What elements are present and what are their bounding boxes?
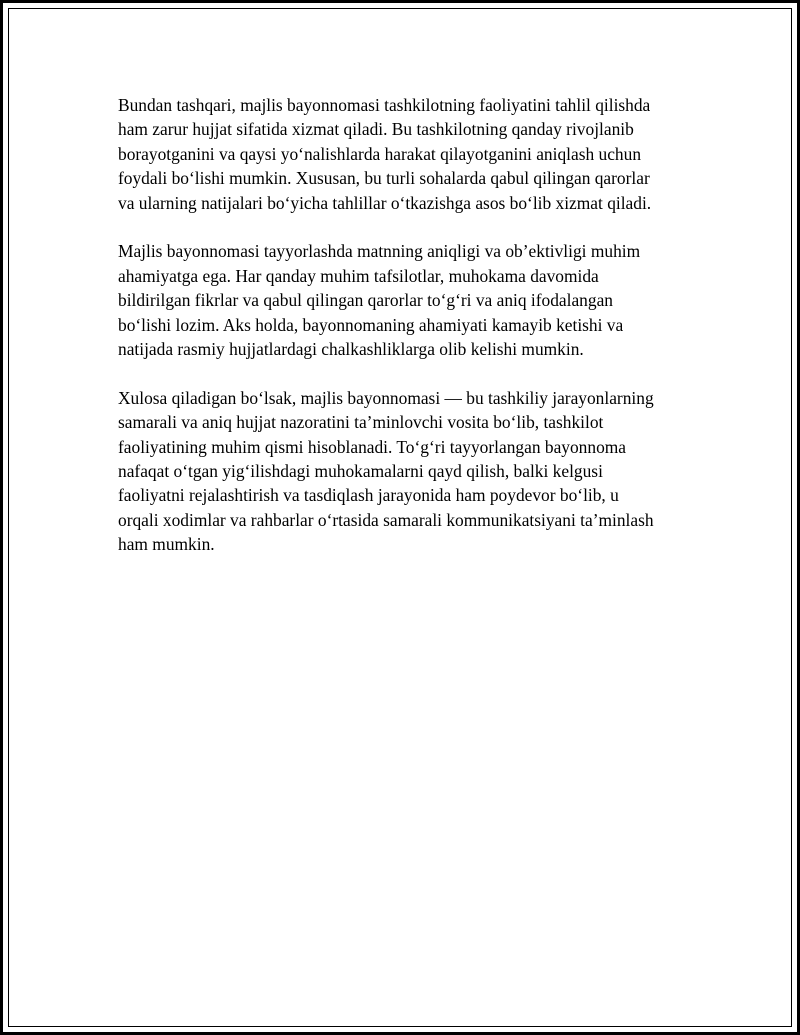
paragraph-line: nafaqat o‘tgan yig‘ilishdagi muhokamalarni qayd qilish, balki kelgusi [118, 461, 603, 482]
paragraph-1 [118, 93, 698, 215]
paragraph-line: borayotganini va qaysi yo‘nalishlarda harakat qilayotganini aniqlash uchun [118, 143, 642, 164]
paragraph-line: Xulosa qiladigan bo‘lsak, majlis bayonnomasi — bu tashkiliy jarayonlarning [118, 387, 654, 408]
paragraph-line: faoliyatni rejalashtirish va tasdiqlash jarayonida ham poydevor bo‘lib, u [118, 485, 619, 506]
paragraph-line: Majlis bayonnomasi tayyorlashda matnning aniqligi va ob’ektivligi muhim [118, 241, 641, 262]
paragraph-line: bildirilgan fikrlar va qabul qilingan qarorlar to‘g‘ri va aniq ifodalangan [118, 290, 613, 311]
paragraph-line: ahamiyatga ega. Har qanday muhim tafsilotlar, muhokama davomida [118, 265, 599, 286]
paragraph-line: bo‘lishi lozim. Aks holda, bayonnomaning ahamiyati kamayib ketishi va [118, 314, 624, 335]
paragraph-line: ham zarur hujjat sifatida xizmat qiladi. Bu tashkilotning qanday rivojlanib [118, 119, 634, 140]
paragraph-line: ham mumkin. [118, 534, 215, 555]
paragraph-line: faoliyatining muhim qismi hisoblanadi. To‘g‘ri tayyorlangan bayonnoma [118, 436, 627, 457]
paragraph-line: natijada rasmiy hujjatlardagi chalkashliklarga olib kelishi mumkin. [118, 339, 584, 360]
paragraph-line: samarali va aniq hujjat nazoratini ta’minlovchi vosita bo‘lib, tashkilot [118, 412, 604, 433]
paragraph-line: Bundan tashqari, majlis bayonnomasi tashkilotning faoliyatini tahlil qilishda [118, 95, 651, 115]
paragraph-line: orqali xodimlar va rahbarlar o‘rtasida samarali kommunikatsiyani ta’minlash [118, 509, 654, 530]
paragraph-3 [118, 386, 698, 557]
document-body [118, 93, 698, 581]
paragraph-line: va ularning natijalari bo‘yicha tahlillar o‘tkazishga asos bo‘lib xizmat qiladi. [118, 192, 652, 213]
paragraph-line: foydali bo‘lishi mumkin. Xususan, bu turli sohalarda qabul qilingan qarorlar [118, 168, 650, 189]
paragraph-2 [118, 239, 698, 361]
